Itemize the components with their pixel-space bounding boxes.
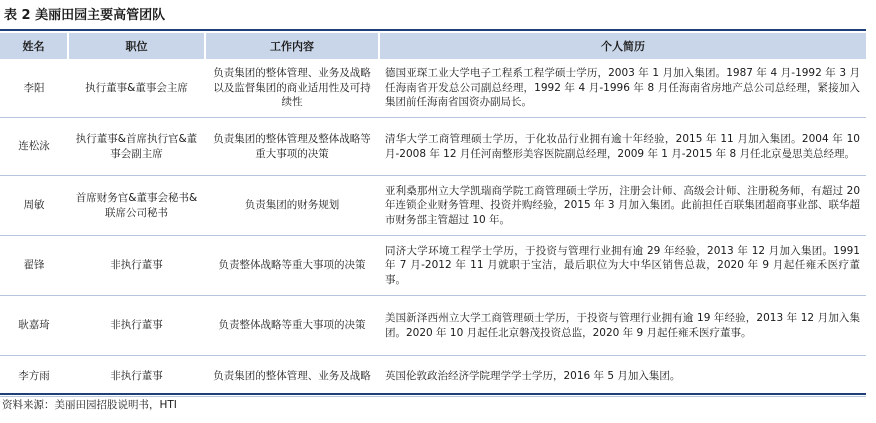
cell-position: 非执行董事	[68, 236, 205, 296]
table-title: 表 2 美丽田园主要高管团队	[4, 8, 166, 23]
header-position: 职位	[68, 33, 205, 59]
title-rule	[0, 29, 866, 31]
cell-work: 负责整体战略等重大事项的决策	[205, 236, 379, 296]
table-row	[0, 236, 866, 296]
cell-name: 连松泳	[0, 118, 68, 176]
cell-bio: 同济大学环境工程学士学历，于投资与管理行业拥有逾 29 年经验，2013 年 12 月加入集团。1991 年 7 月-2012 年 11 月就职于宝洁，最后职位为大中华区销售总裁，2020 年 9 月起任雍禾医疗董事。	[379, 236, 866, 296]
cell-position: 执行董事&首席执行官&董事会副主席	[68, 118, 205, 176]
cell-bio: 清华大学工商管理硕士学历，于化妆品行业拥有逾十年经验，2015 年 11 月加入集团。2004 年 10 月-2008 年 12 月任河南整形美容医院副总经理，2009 年 1 月-2015 年 8 月任北京曼思美总经理。	[379, 118, 866, 176]
cell-work: 负责集团的整体管理及整体战略等重大事项的决策	[205, 118, 379, 176]
cell-name: 李阳	[0, 59, 68, 118]
cell-bio: 亚利桑那州立大学凯瑞商学院工商管理硕士学历，注册会计师、高级会计师、注册税务师，有超过 20 年连锁企业财务管理、投资并购经验，2015 年 3 月加入集团。此前担任百联集团超商事业部、联华超市财务部主管超过 10 年。	[379, 176, 866, 236]
table-row	[0, 296, 866, 356]
source-note: 资料来源：美丽田园招股说明书，HTI	[2, 399, 177, 411]
cell-bio: 德国亚琛工业大学电子工程系工程学硕士学历，2003 年 1 月加入集团。1987 年 4 月-1992 年 3 月任海南省开发总公司副总经理，1992 年 4 月-1996 年 8 月任海南省房地产总公司总经理，紧接加入集团前任海南省国资办副局长。	[379, 59, 866, 118]
cell-name: 翟锋	[0, 236, 68, 296]
executive-table	[0, 33, 866, 397]
cell-position: 非执行董事	[68, 356, 205, 397]
cell-name: 周敏	[0, 176, 68, 236]
cell-work: 负责集团的财务规划	[205, 176, 379, 236]
cell-bio: 英国伦敦政治经济学院理学学士学历，2016 年 5 月加入集团。	[379, 356, 866, 397]
header-work: 工作内容	[205, 33, 379, 59]
cell-work: 负责整体战略等重大事项的决策	[205, 296, 379, 356]
header-row	[0, 33, 866, 59]
cell-position: 首席财务官&董事会秘书&联席公司秘书	[68, 176, 205, 236]
cell-position: 非执行董事	[68, 296, 205, 356]
header-name: 姓名	[0, 33, 68, 59]
table-row	[0, 176, 866, 236]
header-bio: 个人简历	[379, 33, 866, 59]
table-row	[0, 118, 866, 176]
cell-name: 李方雨	[0, 356, 68, 397]
cell-bio: 美国新泽西州立大学工商管理硕士学历，于投资与管理行业拥有逾 19 年经验，2013 年 12 月加入集团。2020 年 10 月起任北京磐茂投资总监，2020 年 9 月起任雍禾医疗董事。	[379, 296, 866, 356]
bottom-rule	[0, 393, 866, 395]
cell-work: 负责集团的整体管理、业务及战略以及监督集团的商业适用性及可持续性	[205, 59, 379, 118]
cell-position: 执行董事&董事会主席	[68, 59, 205, 118]
table-row	[0, 356, 866, 397]
table-row	[0, 59, 866, 118]
cell-name: 耿嘉琦	[0, 296, 68, 356]
cell-work: 负责集团的整体管理、业务及战略	[205, 356, 379, 397]
